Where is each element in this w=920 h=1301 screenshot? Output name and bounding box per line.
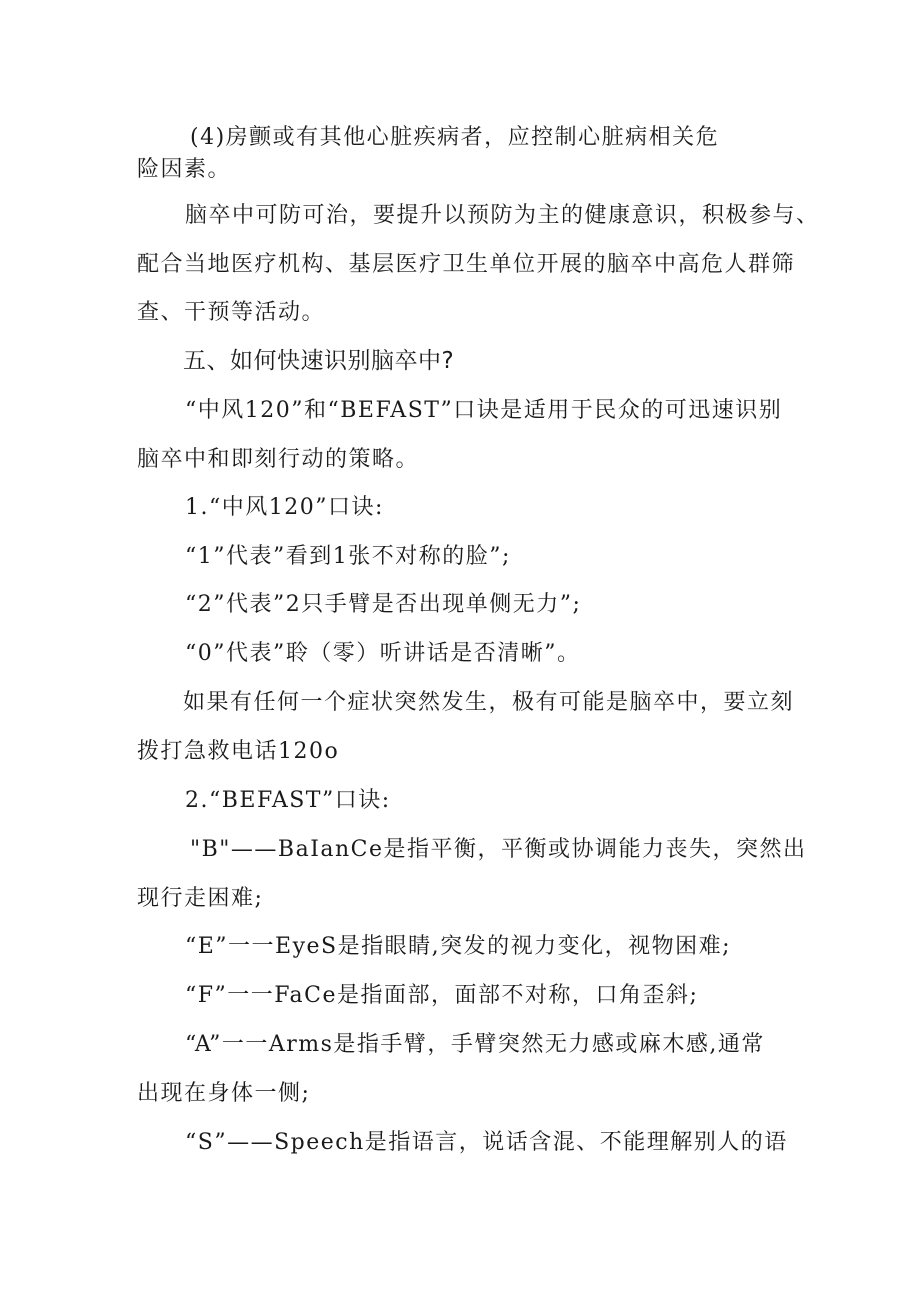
paragraph-line: 脑卒中和即刻行动的策略。 — [137, 447, 420, 472]
list-item: “0”代表”聆（零）听讲话是否清晰”。 — [185, 641, 581, 666]
paragraph-line: 脑卒中可防可治，要提升以预防为主的健康意识，积极参与、 — [185, 203, 820, 228]
section-heading: 五、如何快速识别脑卒中? — [183, 348, 455, 374]
paragraph-line: “中风120”和“BEFAST”口诀是适用于民众的可迅速识别 — [185, 398, 783, 423]
list-item: 出现在身体一侧; — [137, 1081, 311, 1106]
list-item: “A”一一Arms是指手臂，手臂突然无力感或麻木感,通常 — [185, 1032, 765, 1057]
paragraph-line: 查、干预等活动。 — [137, 300, 326, 325]
paragraph-line: 险因素。 — [137, 157, 232, 182]
list-item: “S”——Speech是指语言，说话含混、不能理解别人的语 — [185, 1130, 788, 1155]
subheading-line: 2.“BEFAST”口诀: — [185, 788, 391, 813]
list-item: “E”一一EyeS是指眼睛,突发的视力变化，视物困难; — [185, 934, 732, 959]
subheading-line: 1.“中风120”口诀: — [185, 495, 384, 520]
list-item: "B"——BaIanCe是指平衡，平衡或协调能力丧失，突然出 — [190, 837, 807, 862]
paragraph-line: (4)房颤或有其他心脏疾病者，应控制心脏病相关危 — [190, 125, 720, 150]
list-item: “F”一一FaCe是指面部，面部不对称，口角歪斜; — [185, 983, 699, 1008]
paragraph-line: 拨打急救电话120o — [137, 739, 340, 764]
paragraph-line: 如果有任何一个症状突然发生，极有可能是脑卒中，要立刻 — [183, 690, 795, 715]
list-item: 现行走困难; — [137, 886, 264, 911]
list-item: “1”代表”看到1张不对称的脸”; — [185, 544, 511, 569]
list-item: “2”代表”2只手臂是否出现单侧无力”; — [185, 592, 582, 617]
paragraph-line: 配合当地医疗机构、基层医疗卫生单位开展的脑卒中高危人群筛 — [137, 252, 796, 277]
